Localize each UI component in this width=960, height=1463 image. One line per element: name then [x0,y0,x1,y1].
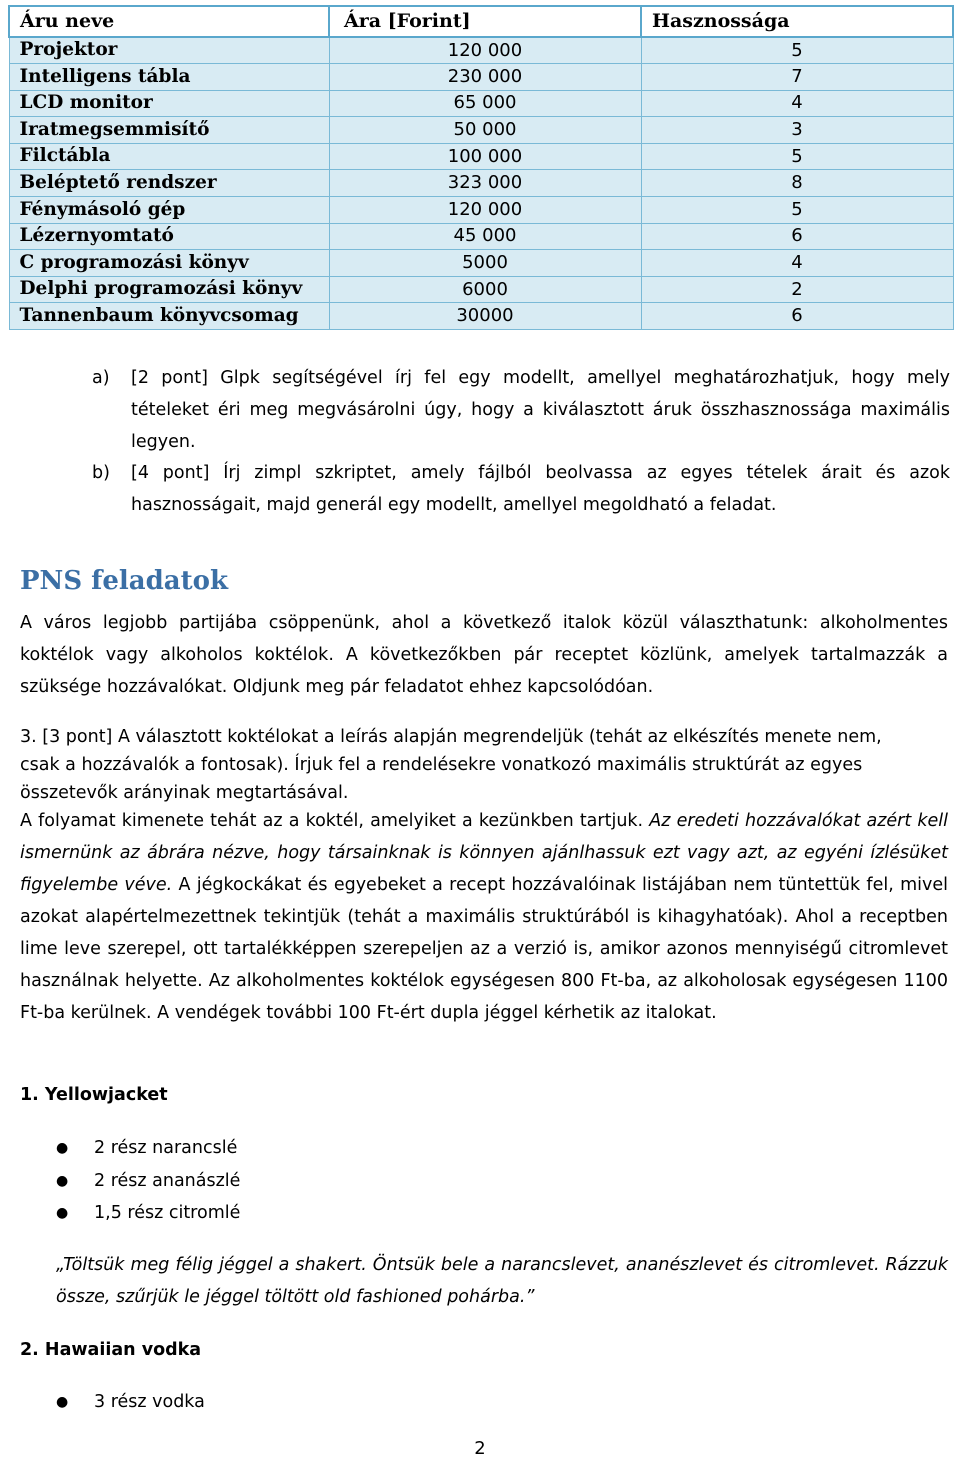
header-price: Ára [Forint] [329,6,641,37]
task-b-text: [4 pont] Írj zimpl szkriptet, amely fájlból beolvassa az egyes tételek árait és azok hasznosságait, majd generál egy modellt, amellyel megoldható a feladat. [131,463,950,515]
item-price: 65 000 [329,90,641,117]
task3-paragraph [20,723,948,807]
item-utility: 2 [641,276,953,303]
task-a [94,362,950,458]
table-row [9,250,953,277]
task-a-text: [2 pont] Glpk segítségével írj fel egy modellt, amellyel meghatározhatjuk, hogy mely tételeket éri meg megvásárolni úgy, hogy a kiválasztott áruk összhasznossága maximális legyen. [131,368,950,452]
list-item: ● 2 rész ananászlé [56,1165,240,1198]
item-price: 50 000 [329,117,641,144]
header-utility: Hasznossága [641,6,953,37]
item-utility: 5 [641,37,953,64]
section-title: PNS feladatok [20,566,228,596]
recipe-1-title: 1. Yellowjacket [20,1085,168,1105]
item-price: 45 000 [329,223,641,250]
list-item: ● 2 rész narancslé [56,1132,240,1165]
item-utility: 5 [641,143,953,170]
item-utility: 7 [641,64,953,91]
item-utility: 3 [641,117,953,144]
table-row [9,197,953,224]
item-utility: 4 [641,90,953,117]
table-header-row [9,6,953,37]
list-item: ● 1,5 rész citromlé [56,1197,240,1230]
item-name: Intelligens tábla [9,64,329,91]
item-utility: 5 [641,197,953,224]
recipe-2-title: 2. Hawaiian vodka [20,1340,202,1360]
table-row [9,64,953,91]
item-price: 6000 [329,276,641,303]
item-name: Filctábla [9,143,329,170]
page-number: 2 [474,1438,486,1459]
item-price: 323 000 [329,170,641,197]
item-name: Iratmegsemmisítő [9,117,329,144]
recipe-2-ingredients [56,1386,205,1419]
intro-paragraph: A város legjobb partijába csöppenünk, ahol a következő italok közül választhatunk: alkoholmentes koktélok vagy alkoholos koktélok. A következőkben pár receptet közlünk, amelyek tartalmazzák a szüksége hozzávalókat. Oldjunk meg pár feladatot ehhez kapcsolódóan. [20,613,948,697]
item-name: Tannenbaum könyvcsomag [9,303,329,330]
process-text-2: A jégkockákat és egyebeket a recept hozzávalóinak listájában nem tüntettük fel, mivel azokat alapértelmezettnek tekintjük (tehát a maximális struktúrából is kihagyhatóak). Ahol a receptben lime leve szerepel, ott tartalékképpen szerepeljen az a verzió is, amikor azonos mennyiségű citromlevet használnak helyette. Az alkoholmentes koktélok egységesen 800 Ft-ba, az alkoholosak egységesen 1100 Ft-ba kerülnek. A vendégek további 100 Ft-ért dupla jéggel kérhetik az italokat. [20,875,948,1023]
item-utility: 4 [641,250,953,277]
task-b [94,457,950,521]
table-row [9,170,953,197]
task3-line-1: 3. [3 pont] A választott koktélokat a leírás alapján megrendeljük (tehát az elkészítés menete nem, [20,727,882,747]
item-utility: 6 [641,303,953,330]
item-price: 5000 [329,250,641,277]
item-name: Projektor [9,37,329,64]
header-name: Áru neve [9,6,329,37]
item-name: Beléptető rendszer [9,170,329,197]
table-row [9,276,953,303]
item-price: 30000 [329,303,641,330]
table-row [9,143,953,170]
item-name: Delphi programozási könyv [9,276,329,303]
item-name: LCD monitor [9,90,329,117]
item-price: 120 000 [329,37,641,64]
process-text-italic: Az eredeti hozzávalókat azért kell ismernünk az ábrára nézve, hogy társainknak is könnyen ajánlhassuk ezt vagy azt, az egyéni ízlésüket figyelembe véve. [20,811,948,895]
item-name: Fénymásoló gép [9,197,329,224]
item-price: 100 000 [329,143,641,170]
task-a-marker: a) [92,368,110,388]
process-text-1: A folyamat kimenete tehát az a koktél, amelyiket a kezünkben tartjuk. [20,811,644,831]
table-row [9,303,953,330]
table-row [9,223,953,250]
recipe-1-ingredients [56,1132,240,1230]
item-utility: 8 [641,170,953,197]
task-b-marker: b) [92,463,110,483]
item-name: Lézernyomtató [9,223,329,250]
task3-line-3: összetevők arányinak megtartásával. [20,783,349,803]
table-row [9,90,953,117]
list-item: ● 3 rész vodka [56,1386,205,1419]
item-price: 120 000 [329,197,641,224]
item-name: C programozási könyv [9,250,329,277]
task3-process-paragraph [20,805,948,1029]
table-row [9,37,953,64]
task3-line-2: csak a hozzávalók a fontosak). Írjuk fel a rendelésekre vonatkozó maximális struktúrát az egyes [20,755,863,775]
item-price: 230 000 [329,64,641,91]
recipe-1-instructions: „Töltsük meg félig jéggel a shakert. Öntsük bele a narancslevet, ananészlevet és citromlevet. Rázzuk össze, szűrjük le jéggel töltött old fashioned pohárba.” [56,1255,948,1307]
table-row [9,117,953,144]
items-table [8,5,954,330]
item-utility: 6 [641,223,953,250]
